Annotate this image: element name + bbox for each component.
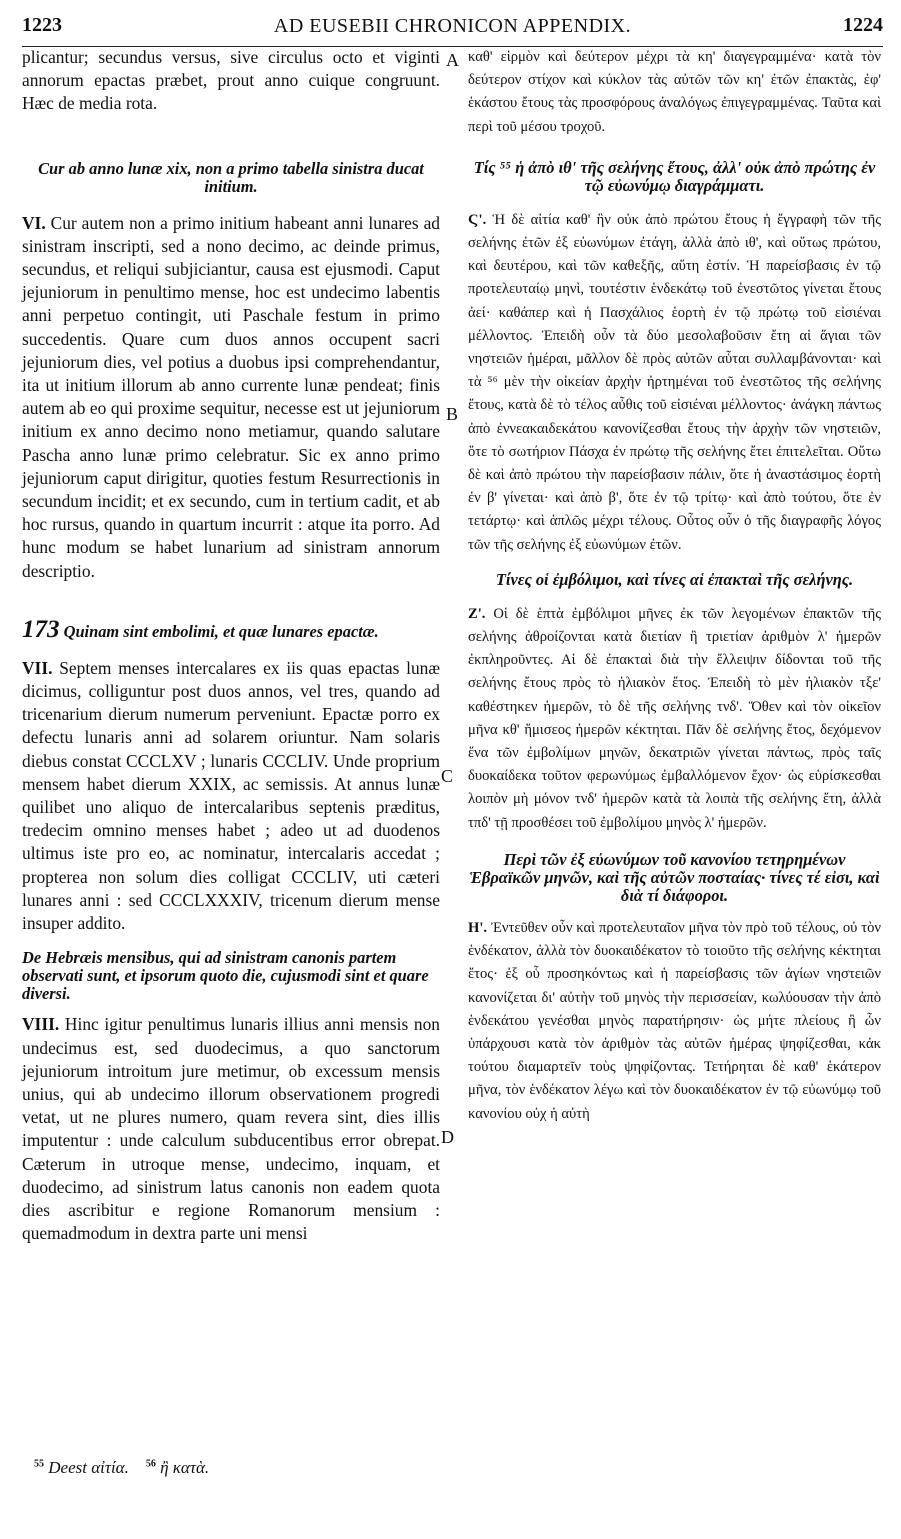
latin-heading-viii: De Hebræis mensibus, qui ad sinistram canonis partem observati sunt, et ipsorum quoto die, cujusmodi sint et quare diversi. — [22, 948, 429, 1004]
paragraph-text: Ἡ δὲ αἰτία καθ' ἣν οὐκ ἀπὸ πρώτου ἔτους ἡ ἔγγραφὴ τῶν τῆς σελήνης ἐτῶν ἐξ εὐωνύμων ἐτάγη, ἀλλὰ ἀπὸ ιθ', καὶ οὕτως πρώτου, καὶ δευτέρου, καὶ τῶν καθεξῆς, αὕτη ἐστίν. Ἡ παρείσβασις ἐν τῷ προτελευταίῳ μηνὶ, τουτέστιν ἑνδεκάτῳ τοῦ ἐνεστῶτος γίνεται ἔτους ἀεί· καθάπερ καὶ ἡ Πασχάλιος ἑορτὴ ἐν τῷ πρώτῳ τοῦ εἰσιέναι μέλλοντος. Ἐπειδὴ οὖν τὰ δύο μεσολαβοῦσιν ἔτη αἱ ἅγιαι τῶν νηστειῶν ἡμέραι, μᾶλλον δὲ πρὸς αὐτῶν αὗται συλλαμβάνονται· καὶ τὰ ⁵⁶ μὲν τὴν οἰκείαν ἀρχὴν ἠρτημέναι τοῦ ἐνεστῶτος τῆς σελήνης ἔτους, κατὰ δὲ τὸ τέλος αὖθις τοῦ εἰσιέναι μέλλοντος· ἀνάγκη πάντως ἀπὸ ἐννεακαιδεκάτου κανονίζεσθαι ἔτους τὴν ἀρχὴν τῶν νηστειῶν, ὅτε τὸ σωτήριον Πάσχα ἐν πρώτῳ τῆς σελήνης ἔτει ἐπιτελεῖται. Οὕτω δὲ καὶ ἀπὸ πρώτου τὴν παρείσβασιν πάλιν, ὅτε ἡ ἀναστάσιμος ἑορτὴ ἐν β' γίνεται· καὶ ἀπὸ β', ὅτε ἐν τῷ τρίτῳ· καὶ ἀπὸ τούτου, ὅτε ἐν τετάρτῳ· καὶ ἁπλῶς μέχρι τέλους. Οὗτος οὖν ὁ τῆς διαγραφῆς λόγος τῶν τῆς σελήνης ἐξ εὐωνύμων ἐτῶν. — [468, 211, 881, 553]
latin-heading-vii — [22, 615, 440, 643]
footnote-marker: 56 — [145, 1458, 156, 1470]
latin-heading-vi: Cur ab anno lunæ xix, non a primo tabella sinistra ducat initium. — [38, 158, 424, 196]
paragraph-text: Ἐντεῦθεν οὖν καὶ προτελευταῖον μῆνα τὸν πρὸ τοῦ τέλους, οὐ τὸν ἑνδέκατον, ἀλλὰ τὸν δυοκαιδέκατον τὸ τοιοῦτο τῆς σελήνης κέκτηται ἔτος· ἐξ οὗ προσηκόντως καὶ ἡ παρείσβασις τῶν ἁγίων νηστειῶν κανονίζεται δι' αὐτὴν τοῦ μηνὸς τὴν περισσείαν, κωλύουσαν τὴν ἀπὸ ἑνδεκάτου γενέσθαι μηνὸς παρατήρησιν· ὡς μήτε πλείους ἢ ὧν ὑπάρχουσι κατὰ τὸν ἀριθμὸν τὰς αὐτῶν ἡμέρας ψηφίζεσθαι, κἀκ τούτου διαμαρτεῖν τοὺς ψηφίζοντας. Τετήρηται δὲ καθ' ἑκάτερον μῆνα, τὸν ἑνδέκατον λέγω καὶ τὸν δυοκαιδέκατον ἐν τῷ εὐωνύμῳ τοῦ κανονίου οὐχ ἡ αὐτὴ — [468, 919, 881, 1122]
greek-paragraph-vii — [468, 603, 881, 835]
latin-column — [22, 46, 440, 1245]
footnotes — [34, 1458, 209, 1478]
greek-heading-vii: Τίνες οἱ ἐμβόλιμοι, καὶ τίνες αἱ ἐπακταὶ τῆς σελήνης. — [495, 569, 854, 589]
footnote-text: ἢ κατὰ. — [160, 1458, 210, 1477]
footnote-marker: 55 — [34, 1458, 44, 1470]
paragraph-text: Septem menses intercalares ex iis quas epactas lunæ dicimus, colliguntur post duos annos, vel tres, quando ad tricenarium dierum numerum perveniunt. Epactæ porro ex defectu lunaris anni ad solarem oriuntur. Nam solaris diebus constat CCCLXV ; lunaris CCCLIV. Unde proprium mensem habet dierum XXIX, ac semissis. At annus lunæ quilibet uno aliquo de intercalaribus septenis præditus, tredecim omnino menses habet ; adeo ut ad duodenos ultimus iste pro eo, ac nominatur, intercalaris accedat ; propterea non solum dies colligat CCCLIV, uti cæteri lunares anni : sed CCCLXXXIV, tricenum dierum mense insuper addito. — [22, 657, 440, 934]
section-number: Ζ'. — [468, 605, 486, 622]
margin-letter-b: B — [446, 404, 459, 424]
latin-paragraph-vii — [22, 657, 440, 935]
paragraph-text: Hinc igitur penultimus lunaris illius anni mensis non undecimus est, sed duodecimus, a quo sanctorum jejuniorum introitum jure metimur, ob excessum mensis unius, qui ab undecimo illorum observationem progredi vetat, ut ne plures numero, quam revera sint, dies illis imputentur : unde calculum subducentibus error obrepat. Cæterum in utroque mense, undecimo, inquam, et duodecimo, ad sinistrum latus canonis non eadem quota dies ascribitur e regione Romanorum mensium : quemadmodum in dextra parte uni mensi — [22, 1014, 440, 1244]
greek-paragraph-intro: καθ' εἱρμὸν καὶ δεύτερον μέχρι τὰ κη' διαγεγραμμένα· κατὰ τὸν δεύτερον στίχον καὶ κύκλον τὰς αὐτῶν τῶν κη' ἐτῶν ἐπακτὰς, ἐφ' ἑκάστου ἔτους τὰς προσφόρους ἀναλόγως ἐπιγεγραμμένας. Ταῦτα καὶ περὶ τοῦ μέσου τροχοῦ. — [468, 49, 881, 135]
paragraph-text: Cur autem non a primo initium habeant anni lunares ad sinistram inscripti, sed a nono decimo, ac deinde primus, secundus, et reliqui subjiciantur, causa est ejusmodi. Caput jejuniorum in penultimo mense, hoc est undecimo labentis anni perpetuo contingit, uti Paschale festum in primo succedentis. Quare cum duos annos occupent sacri jejuniorum dies, vel potius a duobus ipsi comprehendantur, ita ut initium illorum ab anno currente lunæ pendeat; finis autem ab eo qui proxime sequitur, necesse est ut jejuniorum initium ex anno decimo nono metiamur, quando salutare Pascha anno lunæ primo celebratur. Sic ex anno primo jejuniorum caput dirigitur, quoties festum Resurrectionis in secundum incidit; et ex secundo, cum in tertium cadit, et ab hoc rursus, quando in quartum incurrit : atque ita porro. Ad hunc modum se habet lunarium ad sinistram annorum descriptio. — [22, 212, 440, 581]
latin-paragraph-vi — [22, 212, 440, 583]
latin-paragraph-intro: plicantur; secundus versus, sive circulus octo et viginti annorum epactas præbet, prout anno cuique congruunt. Hæc de media rota. — [22, 47, 440, 114]
section-number: VIII. — [22, 1014, 60, 1035]
section-number: Η'. — [468, 919, 488, 936]
greek-paragraph-viii — [468, 917, 881, 1126]
latin-paragraph-viii — [22, 1013, 440, 1245]
greek-paragraph-vi — [468, 209, 881, 557]
margin-letter-a: A — [446, 50, 459, 70]
margin-letter-c: C — [441, 766, 454, 786]
running-title: AD EUSEBII CHRONICON APPENDIX. — [273, 15, 632, 37]
section-number: VI. — [22, 212, 46, 233]
section-number: VII. — [22, 657, 53, 678]
footnote-text: Deest αἰτία. — [48, 1458, 129, 1477]
greek-column — [468, 46, 881, 1126]
section-number: Ϛ'. — [468, 211, 487, 228]
greek-heading-vi: Τίς ⁵⁵ ἡ ἀπὸ ιθ' τῆς σελήνης ἔτους, ἀλλ' οὐκ ἀπὸ πρώτης ἐν τῷ εὐωνύμῳ διαγράμματι. — [473, 157, 876, 195]
margin-letter-d: D — [441, 1127, 454, 1147]
page-number-left: 1223 — [22, 14, 62, 36]
page-number-right: 1224 — [843, 14, 883, 36]
column-section-number: 173 — [22, 615, 60, 643]
paragraph-text: Οἱ δὲ ἑπτὰ ἐμβόλιμοι μῆνες ἐκ τῶν λεγομένων ἐπακτῶν τῆς σελήνης ἀθροίζονται κατὰ διετίαν ἢ τριετίαν ἀριθμὸν λ' ἡμερῶν ἐκπληροῦντες. Αἱ δὲ ἐπακταὶ διὰ τὴν ἔλλειψιν δίδονται τοῦ τῆς σελήνης ἔτους πρὸς τὸ ἡλιακὸν ἔτος. Ἐπειδὴ τὸ μὲν ἡλιακὸν τξε' καθέστηκεν ἡμερῶν, τὸ δὲ τῆς σελήνης τνδ'. Ὅθεν καὶ τὸν οἰκεῖον μῆνα κθ' ἥμισεος ἡμερῶν κέκτηται. Πᾶν δὲ σελήνης ἔτος, δεχόμενον ἕνα τῶν ἐμβολίμων μηνῶν, δεκατριῶν γίνεται πάντως, πρὸς ταῖς δυοκαίδεκα τοῦτον φερωνύμως ἐμβαλλόμενον ἔχον· ὡς εὑρίσκεσθαι λοιπὸν μὴ μόνον τνδ' ἡμερῶν κατὰ τὰ λοιπὰ τῆς σελήνης ἔτη, ἀλλὰ τπδ' τῇ προσθέσει τοῦ ἐμβολίμου μηνὸς λ' ἡμερῶν. — [468, 605, 881, 831]
page-header — [22, 12, 883, 47]
heading-text: Quinam sint embolimi, et quæ lunares epactæ. — [63, 621, 379, 641]
greek-heading-viii: Περὶ τῶν ἐξ εὐωνύμων τοῦ κανονίου τετηρημένων Ἑβραϊκῶν μηνῶν, καὶ τῆς αὐτῶν ποσταίας· τίνες τέ εἰσι, καὶ διὰ τί διάφοροι. — [469, 849, 880, 905]
